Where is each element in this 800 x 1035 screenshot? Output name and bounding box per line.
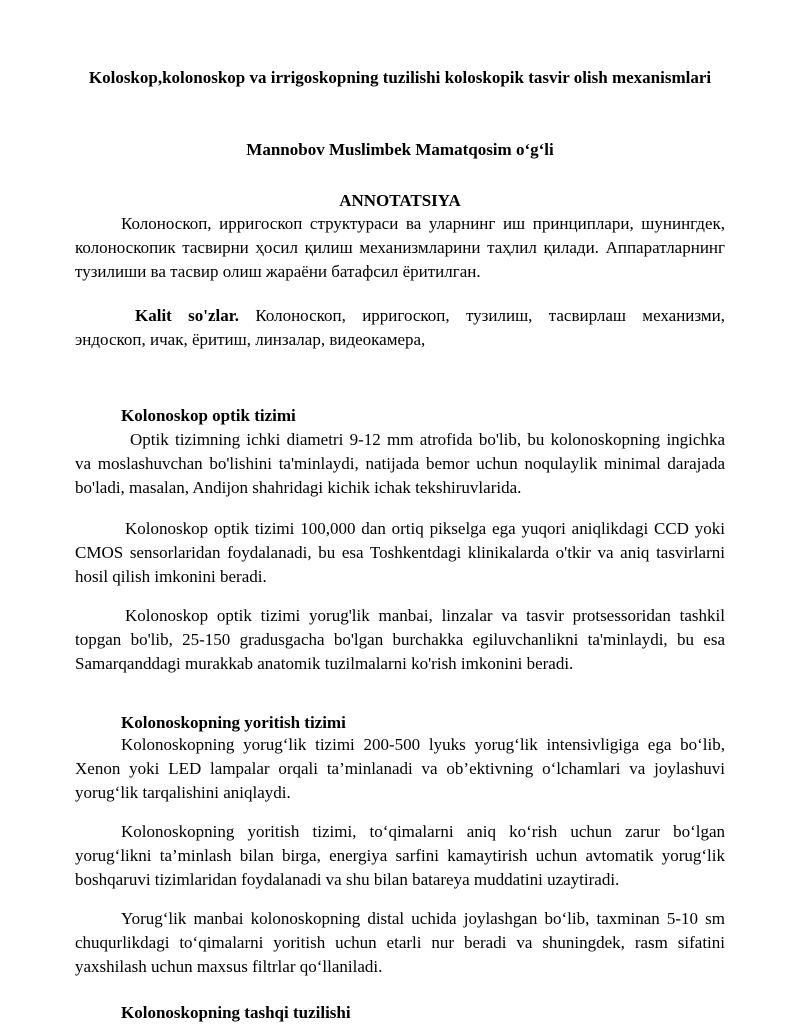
section-paragraph: Optik tizimning ichki diametri 9-12 mm atrofida bo'lib, bu kolonoskopning ingichka va moslashuvchan bo'lishini ta'minlaydi, natijada bemor uchun noqulaylik minimal darajada bo'ladi, masalan, Andijon shahridagi kichik ichak tekshiruvlarida.: [75, 430, 725, 497]
section-paragraph: Kolonoskopning yoritish tizimi, to‘qimalarni aniq ko‘rish uchun zarur bo‘lgan yorug‘likni ta’minlash bilan birga, energiya sarfini kamaytirish uchun avtomatik yorug‘lik boshqaruvi tizimlaridan foydalanadi va shu bilan batareya muddatini uzaytiradi.: [75, 822, 725, 889]
keywords-label: Kalit so'zlar.: [135, 306, 239, 325]
annotation-heading: ANNOTATSIYA: [339, 191, 461, 210]
section-heading: Kolonoskopning tashqi tuzilishi: [121, 1003, 351, 1022]
keywords-text: Колоноскоп, ирригоскоп, тузилиш, тасвирлаш механизми, эндоскоп, ичак, ёритиш, линзалар, видеокамера,: [75, 306, 725, 349]
author-name: Mannobov Muslimbek Mamatqosim o‘g‘li: [246, 140, 554, 159]
section-paragraph: Yorug‘lik manbai kolonoskopning distal uchida joylashgan bo‘lib, taxminan 5-10 sm chuqurlikdagi to‘qimalarni yoritish uchun etarli nur beradi va shuningdek, rasm sifatini yaxshilash uchun maxsus filtrlar qo‘llaniladi.: [75, 909, 725, 976]
section-paragraph: Kolonoskopning yorug‘lik tizimi 200-500 lyuks yorug‘lik intensivligiga ega bo‘lib, Xenon yoki LED lampalar orqali ta’minlanadi va ob’ektivning o‘lchamlari va joylashuvi yorug‘lik tarqalishini aniqlaydi.: [75, 735, 725, 802]
annotation-text: Колоноскоп, ирригоскоп структураси ва уларнинг иш принциплари, шунингдек, колоноскопик тасвирни ҳосил қилиш механизмларини таҳлил қилади. Аппаратларнинг тузилиши ва тасвир олиш жараёни батафсил ёритилган.: [75, 214, 725, 281]
section-paragraph: Kolonoskop optik tizimi 100,000 dan ortiq pikselga ega yuqori aniqlikdagi CCD yoki CMOS sensorlaridan foydalanadi, bu esa Toshkentdagi klinikalarda o'tkir va aniq tasvirlarni hosil qilish imkonini beradi.: [75, 519, 725, 586]
section-paragraph: Kolonoskop optik tizimi yorug'lik manbai, linzalar va tasvir protsessoridan tashkil topgan bo'lib, 25-150 gradusgacha bo'lgan burchakka egiluvchanlikni ta'minlaydi, bu esa Samarqanddagi murakkab anatomik tuzilmalarni ko'rish imkonini beradi.: [75, 606, 725, 673]
keywords-paragraph: [75, 304, 725, 352]
section-heading: Kolonoskopning yoritish tizimi: [121, 713, 346, 732]
paper-title: Koloskop,kolonoskop va irrigoskopning tuzilishi koloskopik tasvir olish mexanismlari: [88, 68, 712, 87]
section-heading: Kolonoskop optik tizimi: [121, 406, 296, 425]
